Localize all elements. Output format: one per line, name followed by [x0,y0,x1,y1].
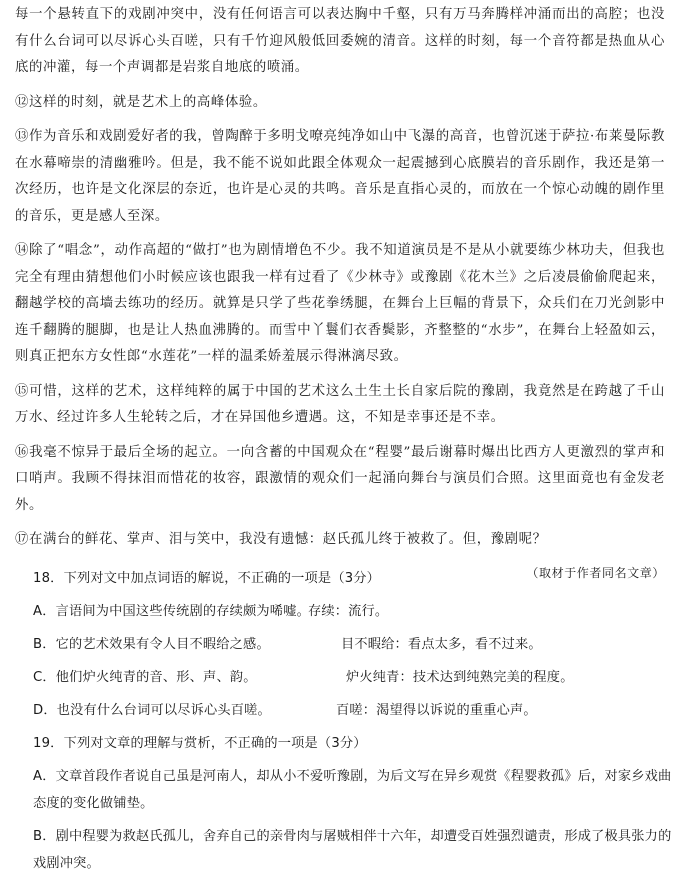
option-explanation: 目不暇给：看点太多，看不过来。 [341,637,542,652]
question-18-option-d [33,694,673,727]
option-explanation: 百嗟：渴望得以诉说的重重心声。 [336,703,537,718]
option-line: A．文章首段作者说自己虽是河南人，却从小不爱听豫剧，为后文写在异乡观赏《程婴救孤》后，对家乡戏曲 [33,769,672,784]
source-note: （取材于作者同名文章） [526,565,665,580]
question-19-stem: 19．下列对文章的理解与赏析，不正确的一项是（3分） [33,736,367,751]
question-19-option-b [33,823,673,877]
option-text: B．它的艺术效果有令人目不暇给之感。 [33,637,270,652]
questions-section [33,562,673,877]
option-explanation: 存续：流行。 [308,604,389,619]
option-explanation: 炉火纯青：技术达到纯熟完美的程度。 [346,670,574,685]
option-line: B．剧中程婴为救赵氏孤儿，舍弃自己的亲骨肉与屠贼相伴十六年，却遭受百姓强烈谴责，形成了极具张力的 [33,829,672,844]
question-18-option-b [33,628,673,661]
paragraph-16: ⑯我毫不惊异于最后全场的起立。一向含蓄的中国观众在“程婴”最后谢幕时爆出比西方人更激烈的掌声和口哨声。我顾不得抹泪而惜花的妆容，跟激情的观众们一起涌向舞台与演员们合照。这里面竟也有金发老外。 [15,444,665,513]
paragraph-14: ⑭除了“唱念”，动作高超的“做打”也为剧情增色不少。我不知道演员是不是从小就要练少林功夫，但我也完全有理由猜想他们小时候应该也跟我一样有过看了《少林寺》或豫剧《花木兰》之后凌晨偷偷爬起来，翻越学校的高墙去练功的经历。就算是只学了些花拳绣腿，在舞台上巨幅的背景下，众兵们在刀光剑影中连千翻腾的腿脚，也是让人热血沸腾的。而雪中丫鬟们衣香鬓影，齐整整的“水步”，在舞台上轻盈如云，则真正把东方女性郎“水莲花”一样的温柔娇羞展示得淋漓尽致。 [15,243,665,364]
paragraph-17: ⑰在满台的鲜花、掌声、泪与笑中，我没有遗憾：赵氏孤儿终于被救了。但，豫剧呢？ [15,532,547,547]
reading-passage [15,2,665,586]
question-18-stem: 18．下列对文中加点词语的解说，不正确的一项是（3分） [33,571,381,586]
option-text: C．他们炉火纯青的音、形、声、韵。 [33,670,257,685]
option-line: 态度的变化做铺垫。 [33,796,154,811]
option-text: A．言语间为中国这些传统剧的存续颇为唏嘘。 [33,604,310,619]
option-line: 戏剧冲突。 [33,856,100,871]
paragraph-15: ⑮可惜，这样的艺术，这样纯粹的属于中国的艺术这么土生土长自家后院的豫剧，我竟然是在跨越了千山万水、经过许多人生轮转之后，才在异国他乡遭遇。这，不知是幸事还是不幸。 [15,383,665,425]
paragraph-13: ⑬作为音乐和戏剧爱好者的我，曾陶醉于多明戈嘹亮纯净如山中飞瀑的高音，也曾沉迷于萨拉·布莱曼际教在水幕啼崇的清幽雅吟。但是，我不能不说如此跟全体观众一起震撼到心底膜岩的音乐剧作，我还是第一次经历，也许是文化深层的奈近，也许是心灵的共鸣。音乐是直指心灵的，而放在一个惊心动魄的剧作里的音乐，更是感人至深。 [15,129,665,224]
paragraph-11-continued: 每一个悬转直下的戏剧冲突中，没有任何语言可以表达胸中千壑，只有万马奔腾样冲涌而出的高腔；也没有什么台词可以尽诉心头百嗟，只有千竹迎风般低回委婉的清音。这样的时刻，每一个音符都是热血从心底的冲灌，每一个声调都是岩浆自地底的喷涌。 [15,7,665,75]
question-18-option-c [33,661,673,694]
option-text: D．也没有什么台词可以尽诉心头百嗟。 [33,703,271,718]
paragraph-12: ⑫这样的时刻，就是艺术上的高峰体验。 [15,94,267,110]
question-18-option-a [33,595,673,628]
question-19-option-a [33,763,673,817]
